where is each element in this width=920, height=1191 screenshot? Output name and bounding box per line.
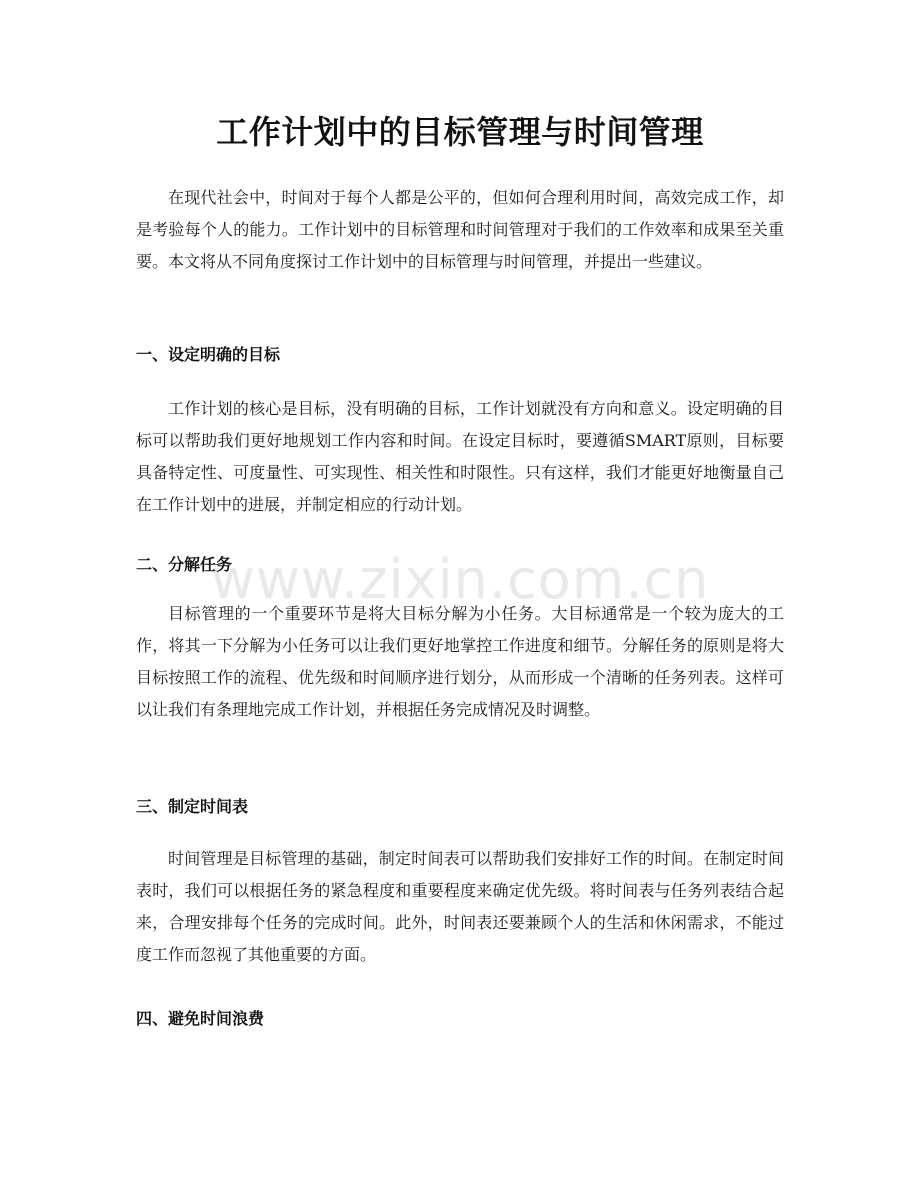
section-heading-1: 一、设定明确的目标	[136, 345, 281, 364]
section-body-2: 目标管理的一个重要环节是将大目标分解为小任务。大目标通常是一个较为庞大的工作，将其一下分解为小任务可以让我们更好地掌控工作进度和细节。分解任务的原则是将大目标按照工作的流程、优先级和时间顺序进行划分，从而形成一个清晰的任务列表。这样可以让我们有条理地完成工作计划，并根据任务完成情况及时调整。	[136, 604, 784, 719]
watermark: www.zixin.com.cn	[210, 548, 710, 611]
section-heading-3: 三、制定时间表	[136, 797, 249, 816]
section-body-1: 工作计划的核心是目标，没有明确的目标，工作计划就没有方向和意义。设定明确的目标可以帮助我们更好地规划工作内容和时间。在设定目标时，要遵循SMART原则，目标要具备特定性、可度量性、可实现性、相关性和时限性。只有这样，我们才能更好地衡量自己在工作计划中的进展，并制定相应的行动计划。	[136, 399, 784, 514]
section-body-3: 时间管理是目标管理的基础，制定时间表可以帮助我们安排好工作的时间。在制定时间表时，我们可以根据任务的紧急程度和重要程度来确定优先级。将时间表与任务列表结合起来，合理安排每个任务的完成时间。此外，时间表还要兼顾个人的生活和休闲需求，不能过度工作而忽视了其他重要的方面。	[136, 849, 784, 964]
section-heading-2: 二、分解任务	[136, 555, 233, 574]
section-heading-4: 四、避免时间浪费	[136, 1009, 265, 1028]
intro-paragraph: 在现代社会中，时间对于每个人都是公平的，但如何合理利用时间，高效完成工作，却是考验每个人的能力。工作计划中的目标管理和时间管理对于我们的工作效率和成果至关重要。本文将从不同角度探讨工作计划中的目标管理与时间管理，并提出一些建议。	[136, 188, 784, 271]
document-title: 工作计划中的目标管理与时间管理	[216, 113, 704, 151]
